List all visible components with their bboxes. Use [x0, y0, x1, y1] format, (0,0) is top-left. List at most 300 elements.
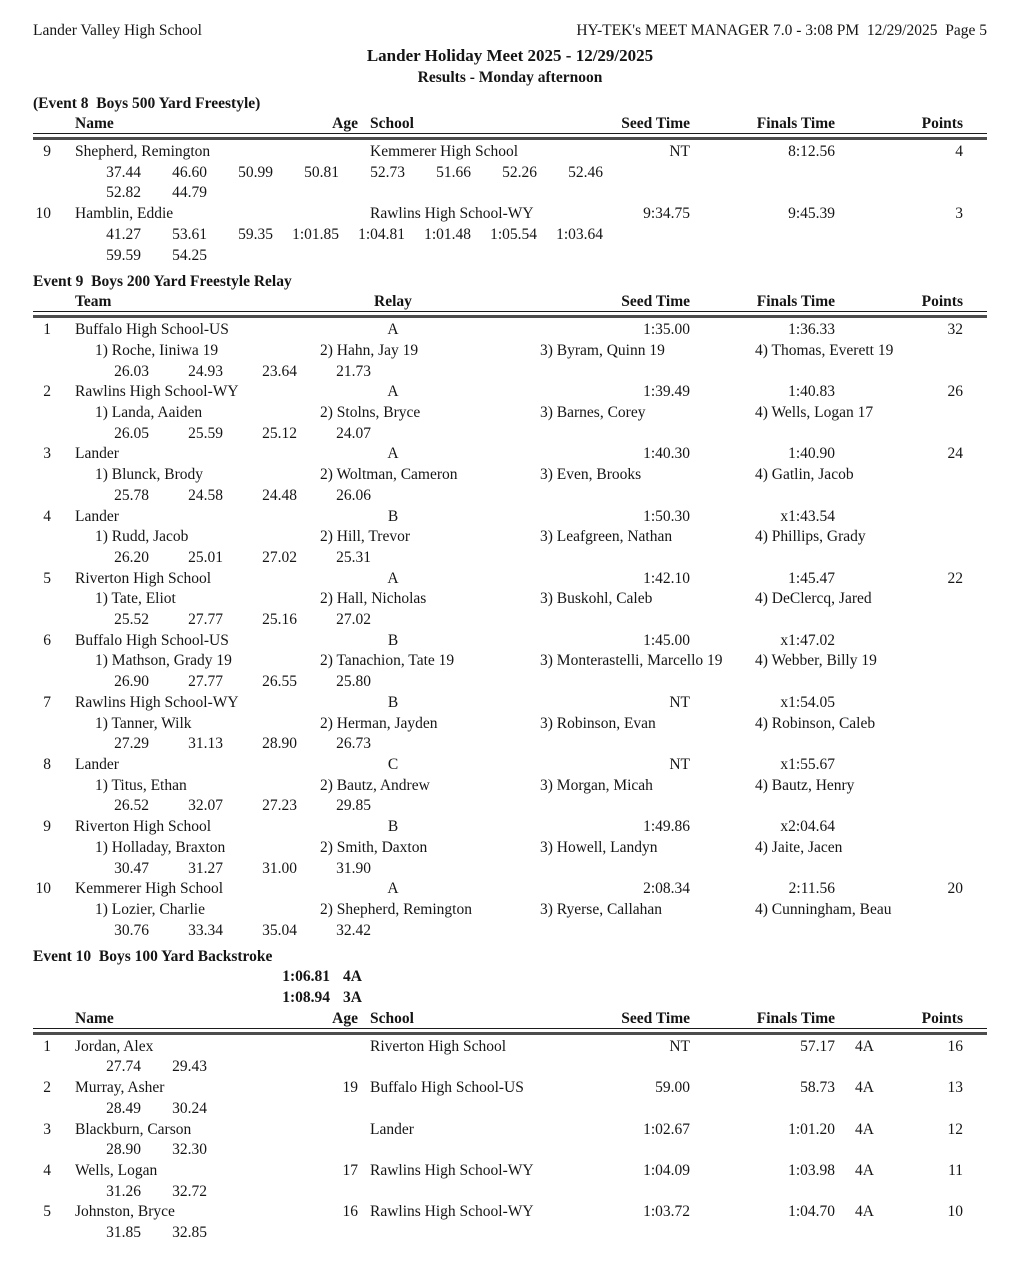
- split-time: 29.85: [336, 797, 371, 815]
- finals-time: 1:03.98: [788, 1161, 835, 1179]
- seed-time: 1:40.30: [643, 445, 690, 463]
- relay-letter: A: [387, 383, 399, 401]
- seed-time: 1:45.00: [643, 631, 690, 649]
- age-column-header: Age: [332, 115, 358, 132]
- relay-swimmer: 2) Tanachion, Tate 19: [320, 652, 455, 670]
- seed-time: 1:49.86: [643, 818, 690, 836]
- split-time: 1:05.54: [490, 225, 537, 243]
- relay-team-name: Lander: [75, 755, 119, 773]
- place: 3: [43, 1120, 51, 1138]
- event8-heading: (Event 8 Boys 500 Yard Freestyle): [33, 95, 261, 112]
- relay-swimmers-row: [33, 838, 987, 859]
- result-row: [33, 1202, 987, 1223]
- school-name: Rawlins High School-WY: [370, 1203, 534, 1221]
- place: 1: [43, 1037, 51, 1055]
- session-subtitle: Results - Monday afternoon: [417, 69, 603, 86]
- relay-result-row: [33, 693, 987, 714]
- split-time: 29.43: [172, 1058, 207, 1076]
- relay-swimmer: 4) Webber, Billy 19: [755, 652, 877, 670]
- relay-swimmer: 3) Robinson, Evan: [540, 714, 656, 732]
- relay-swimmer: 1) Roche, Iiniwa 19: [95, 341, 219, 359]
- seed-time-column-header: Seed Time: [621, 115, 690, 132]
- seed-time: 1:42.10: [643, 569, 690, 587]
- relay-team-name: Lander: [75, 445, 119, 463]
- relay-swimmers-row: [33, 651, 987, 672]
- place: 8: [43, 755, 51, 773]
- swimmer-name: Jordan, Alex: [75, 1037, 154, 1055]
- relay-swimmer: 1) Mathson, Grady 19: [95, 652, 232, 670]
- place: 9: [43, 143, 51, 160]
- relay-swimmer: 2) Hahn, Jay 19: [320, 341, 419, 359]
- relay-team-name: Kemmerer High School: [75, 880, 224, 898]
- split-time: 24.93: [188, 362, 223, 380]
- splits-row: [33, 672, 987, 693]
- relay-swimmers-row: [33, 900, 987, 921]
- name-column-header: Name: [75, 115, 114, 132]
- meet-title: Lander Holiday Meet 2025 - 12/29/2025: [366, 46, 654, 65]
- splits-row: [33, 424, 987, 445]
- split-time: 35.04: [262, 921, 297, 939]
- relay-swimmer: 2) Stolns, Bryce: [320, 404, 421, 422]
- split-time: 24.07: [336, 424, 371, 442]
- place: 4: [43, 1161, 51, 1179]
- event9-table-header: [33, 293, 987, 312]
- points-value: 24: [947, 445, 963, 463]
- swimmer-name: Wells, Logan: [75, 1161, 158, 1179]
- school-name: Riverton High School: [370, 1037, 507, 1055]
- split-time: 44.79: [172, 184, 207, 202]
- split-time: 30.24: [172, 1099, 207, 1117]
- relay-team-name: Lander: [75, 507, 119, 525]
- tag-column-spacer: [835, 115, 895, 133]
- splits-row: [33, 183, 987, 204]
- relay-swimmer: 2) Woltman, Cameron: [320, 466, 458, 484]
- split-time: 32.72: [172, 1182, 207, 1200]
- relay-swimmer: 2) Hill, Trevor: [320, 528, 410, 546]
- split-time: 25.12: [262, 424, 297, 442]
- qualifier-tag: [835, 142, 895, 163]
- seed-time: 59.00: [655, 1079, 690, 1097]
- place: 3: [43, 445, 51, 463]
- finals-time: 1:04.70: [788, 1203, 835, 1221]
- points-value: 32: [947, 321, 963, 339]
- split-time: 31.90: [336, 859, 371, 877]
- swimmer-name: Johnston, Bryce: [75, 1203, 175, 1221]
- splits-row: [33, 225, 987, 246]
- team-column-header: Team: [75, 293, 112, 311]
- relay-swimmer: 3) Even, Brooks: [540, 466, 642, 484]
- relay-swimmer: 1) Holladay, Braxton: [95, 838, 226, 856]
- split-time: 25.16: [262, 611, 297, 629]
- split-time: 31.85: [106, 1224, 141, 1242]
- page-header: [33, 20, 987, 41]
- splits-row: [33, 859, 987, 880]
- finals-time: 1:01.20: [788, 1120, 835, 1138]
- finals-time: 58.73: [800, 1079, 835, 1097]
- place: 2: [43, 383, 51, 401]
- event10-table-header: [33, 1010, 987, 1029]
- qualifier-tag: 4A: [855, 1037, 874, 1055]
- points-value: [835, 693, 963, 714]
- split-time: 27.77: [188, 673, 223, 691]
- split-time: 26.06: [336, 486, 371, 504]
- split-time: 25.31: [336, 548, 371, 566]
- result-row: [33, 1037, 987, 1058]
- relay-result-row: [33, 631, 987, 652]
- relay-swimmers-row: [33, 714, 987, 735]
- split-time: 23.64: [262, 362, 297, 380]
- relay-letter: B: [387, 818, 399, 836]
- seed-time: 9:34.75: [643, 205, 690, 223]
- relay-letter: A: [387, 445, 399, 463]
- relay-swimmer: 4) DeClercq, Jared: [755, 590, 872, 608]
- swimmer-age: 16: [342, 1203, 358, 1221]
- split-time: 1:04.81: [358, 225, 405, 243]
- event9-rows: [33, 320, 987, 941]
- qualifier-tag: 4A: [855, 1161, 874, 1179]
- finals-time: x2:04.64: [780, 818, 835, 836]
- split-time: 32.42: [336, 921, 371, 939]
- age-column-header: Age: [332, 1009, 358, 1027]
- points-value: 13: [947, 1079, 963, 1097]
- place: 6: [43, 631, 51, 649]
- finals-time: 1:45.47: [788, 569, 835, 587]
- points-value: [835, 817, 963, 838]
- split-time: 24.58: [188, 486, 223, 504]
- finals-time: x1:54.05: [780, 693, 835, 711]
- finals-time: x1:47.02: [780, 631, 835, 649]
- split-time: 21.73: [336, 362, 371, 380]
- split-time: 25.80: [336, 673, 371, 691]
- event8-rows: [33, 142, 987, 266]
- standard-time: 1:08.94: [282, 989, 330, 1007]
- relay-team-name: Riverton High School: [75, 818, 212, 836]
- split-time: 25.78: [114, 486, 149, 504]
- swimmer-name: Blackburn, Carson: [75, 1120, 192, 1138]
- split-time: 41.27: [106, 225, 141, 243]
- relay-swimmer: 3) Byram, Quinn 19: [540, 341, 665, 359]
- finals-time: 8:12.56: [788, 143, 835, 160]
- splits-row: [33, 1182, 987, 1203]
- school-name: Rawlins High School-WY: [370, 1161, 534, 1179]
- finals-time-column-header: Finals Time: [756, 115, 835, 132]
- split-time: 52.82: [106, 184, 141, 202]
- meet-manager-stamp: HY-TEK's MEET MANAGER 7.0 - 3:08 PM 12/29/2025 Page 5: [576, 22, 987, 39]
- split-time: 28.49: [106, 1099, 141, 1117]
- points-column-header: Points: [921, 1009, 963, 1027]
- place: 10: [35, 205, 51, 223]
- seed-time-column-header: Seed Time: [621, 293, 690, 311]
- relay-swimmer: 2) Shepherd, Remington: [320, 900, 472, 918]
- points-value: 12: [947, 1120, 963, 1138]
- event9-heading: Event 9 Boys 200 Yard Freestyle Relay: [33, 273, 292, 291]
- event8-table-header: [33, 115, 987, 134]
- header-rule: [33, 315, 987, 318]
- splits-row: [33, 921, 987, 942]
- result-row: [33, 142, 987, 163]
- split-time: 26.55: [262, 673, 297, 691]
- qualifier-tag: 4A: [855, 1203, 874, 1221]
- place-column-spacer: [33, 293, 75, 311]
- header-rule: [33, 1032, 987, 1035]
- split-time: 32.07: [188, 797, 223, 815]
- split-time: 37.44: [106, 163, 141, 181]
- split-time: 1:01.85: [292, 225, 339, 243]
- relay-swimmer: 1) Rudd, Jacob: [95, 528, 189, 546]
- split-time: 27.77: [188, 611, 223, 629]
- relay-swimmers-row: [33, 403, 987, 424]
- relay-swimmers-row: [33, 776, 987, 797]
- swimmer-age: [315, 1120, 358, 1141]
- finals-time-column-header: Finals Time: [756, 293, 835, 311]
- splits-row: [33, 246, 987, 267]
- points-column-header: Points: [921, 293, 963, 311]
- qualifying-standard-line: [33, 988, 987, 1009]
- finals-time: 57.17: [800, 1037, 835, 1055]
- finals-time: 1:40.83: [788, 383, 835, 401]
- relay-swimmer: 4) Jaite, Jacen: [755, 838, 843, 856]
- relay-result-row: [33, 879, 987, 900]
- split-time: 27.74: [106, 1058, 141, 1076]
- relay-result-row: [33, 320, 987, 341]
- relay-swimmer: 1) Titus, Ethan: [95, 776, 187, 794]
- relay-swimmer: 2) Herman, Jayden: [320, 714, 438, 732]
- points-value: 22: [947, 569, 963, 587]
- seed-time: 1:35.00: [643, 321, 690, 339]
- seed-time: 2:08.34: [643, 880, 690, 898]
- split-time: 31.00: [262, 859, 297, 877]
- split-time: 26.20: [114, 548, 149, 566]
- points-value: [835, 755, 963, 776]
- header-rule: [33, 137, 987, 140]
- relay-letter: A: [387, 880, 399, 898]
- split-time: 27.23: [262, 797, 297, 815]
- split-time: 26.90: [114, 673, 149, 691]
- standard-tag: 4A: [343, 968, 362, 986]
- seed-time-column-header: Seed Time: [621, 1009, 690, 1027]
- split-time: 31.13: [188, 735, 223, 753]
- relay-swimmer: 4) Gatlin, Jacob: [755, 466, 854, 484]
- relay-swimmers-row: [33, 465, 987, 486]
- split-time: 25.01: [188, 548, 223, 566]
- swimmer-name: Shepherd, Remington: [75, 143, 211, 160]
- relay-swimmer: 1) Blunck, Brody: [95, 466, 204, 484]
- points-value: 4: [955, 143, 963, 160]
- event10-rows: [33, 1037, 987, 1244]
- seed-time: 1:39.49: [643, 383, 690, 401]
- splits-row: [33, 1223, 987, 1244]
- split-time: 28.90: [106, 1141, 141, 1159]
- relay-swimmer: 3) Howell, Landyn: [540, 838, 658, 856]
- split-time: 54.25: [172, 246, 207, 264]
- tag-column-spacer: [835, 1010, 895, 1028]
- finals-time: 2:11.56: [788, 880, 835, 898]
- split-time: 31.26: [106, 1182, 141, 1200]
- splits-row: [33, 1140, 987, 1161]
- seed-time: 1:50.30: [643, 507, 690, 525]
- school-name: Rawlins High School-WY: [370, 205, 534, 223]
- result-row: [33, 1161, 987, 1182]
- event10-section: [33, 947, 987, 1243]
- split-time: 27.02: [336, 611, 371, 629]
- swimmer-age: 17: [342, 1161, 358, 1179]
- relay-result-row: [33, 755, 987, 776]
- split-time: 53.61: [172, 225, 207, 243]
- relay-letter: C: [387, 755, 399, 773]
- relay-result-row: [33, 382, 987, 403]
- seed-time: NT: [669, 1037, 690, 1055]
- splits-row: [33, 163, 987, 184]
- relay-swimmers-row: [33, 589, 987, 610]
- split-time: 32.85: [172, 1224, 207, 1242]
- split-time: 28.90: [262, 735, 297, 753]
- relay-swimmer: 3) Monterastelli, Marcello 19: [540, 652, 723, 670]
- qualifier-tag: 4A: [855, 1079, 874, 1097]
- place: 5: [43, 1203, 51, 1221]
- relay-team-name: Buffalo High School-US: [75, 631, 229, 649]
- seed-time: NT: [669, 755, 690, 773]
- split-time: 27.29: [114, 735, 149, 753]
- swimmer-name: Murray, Asher: [75, 1079, 165, 1097]
- relay-swimmer: 3) Leafgreen, Nathan: [540, 528, 673, 546]
- split-time: 25.59: [188, 424, 223, 442]
- relay-swimmer: 4) Phillips, Grady: [755, 528, 866, 546]
- place: 5: [43, 569, 51, 587]
- splits-row: [33, 1057, 987, 1078]
- qualifier-tag: 4A: [855, 1120, 874, 1138]
- relay-swimmer: 1) Tate, Eliot: [95, 590, 176, 608]
- place-column-spacer: [33, 115, 75, 133]
- split-time: 26.03: [114, 362, 149, 380]
- qualifier-tag: [835, 204, 895, 225]
- relay-letter: B: [387, 693, 399, 711]
- seed-time: NT: [669, 693, 690, 711]
- points-value: 3: [955, 205, 963, 223]
- split-time: 52.73: [370, 163, 405, 181]
- split-time: 26.73: [336, 735, 371, 753]
- relay-swimmers-row: [33, 527, 987, 548]
- swimmer-age: 19: [342, 1079, 358, 1097]
- school-column-header: School: [370, 115, 414, 132]
- points-value: 10: [947, 1203, 963, 1221]
- result-row: [33, 204, 987, 225]
- school-name: Buffalo High School-US: [370, 1079, 524, 1097]
- event8-section: [33, 94, 987, 266]
- split-time: 24.48: [262, 486, 297, 504]
- splits-row: [33, 796, 987, 817]
- splits-row: [33, 548, 987, 569]
- relay-swimmer: 4) Wells, Logan 17: [755, 404, 874, 422]
- relay-column-header: Relay: [374, 293, 412, 311]
- relay-swimmer: 1) Landa, Aaiden: [95, 404, 203, 422]
- place: 10: [35, 880, 51, 898]
- split-time: 46.60: [172, 163, 207, 181]
- split-time: 52.46: [568, 163, 603, 181]
- split-time: 30.76: [114, 921, 149, 939]
- event10-heading: Event 10 Boys 100 Yard Backstroke: [33, 948, 273, 966]
- split-time: 30.47: [114, 859, 149, 877]
- points-value: 26: [947, 383, 963, 401]
- school-column-header: School: [370, 1009, 414, 1027]
- seed-time: 1:04.09: [643, 1161, 690, 1179]
- seed-time: NT: [669, 143, 690, 160]
- swimmer-age: [315, 142, 358, 163]
- relay-team-name: Buffalo High School-US: [75, 321, 229, 339]
- qualifying-standard-line: [33, 967, 987, 988]
- split-time: 50.99: [238, 163, 273, 181]
- relay-letter: B: [387, 631, 399, 649]
- place-column-spacer: [33, 1010, 75, 1028]
- relay-swimmer: 4) Bautz, Henry: [755, 776, 855, 794]
- seed-time: 1:03.72: [643, 1203, 690, 1221]
- school-name: Lander: [370, 1120, 414, 1138]
- relay-swimmer: 3) Ryerse, Callahan: [540, 900, 663, 918]
- split-time: 52.26: [502, 163, 537, 181]
- split-time: 25.52: [114, 611, 149, 629]
- relay-swimmer: 3) Buskohl, Caleb: [540, 590, 653, 608]
- place: 2: [43, 1079, 51, 1097]
- relay-letter: A: [387, 321, 399, 339]
- relay-swimmers-row: [33, 341, 987, 362]
- relay-swimmer: 2) Hall, Nicholas: [320, 590, 427, 608]
- split-time: 33.34: [188, 921, 223, 939]
- split-time: 27.02: [262, 548, 297, 566]
- finals-time: 1:36.33: [788, 321, 835, 339]
- relay-swimmer: 4) Cunningham, Beau: [755, 900, 892, 918]
- splits-row: [33, 1099, 987, 1120]
- relay-team-name: Riverton High School: [75, 569, 212, 587]
- result-row: [33, 1078, 987, 1099]
- split-time: 59.59: [106, 246, 141, 264]
- place: 1: [43, 321, 51, 339]
- relay-result-row: [33, 444, 987, 465]
- split-time: 32.30: [172, 1141, 207, 1159]
- relay-letter: B: [387, 507, 399, 525]
- split-time: 26.05: [114, 424, 149, 442]
- splits-row: [33, 734, 987, 755]
- finals-time: 1:40.90: [788, 445, 835, 463]
- standard-time: 1:06.81: [282, 968, 330, 986]
- swimmer-age: [315, 204, 358, 225]
- swimmer-age: [315, 1037, 358, 1058]
- split-time: 1:03.64: [556, 225, 603, 243]
- relay-swimmer: 2) Bautz, Andrew: [320, 776, 430, 794]
- split-time: 50.81: [304, 163, 339, 181]
- split-time: 1:01.48: [424, 225, 471, 243]
- place: 4: [43, 507, 51, 525]
- points-value: [835, 631, 963, 652]
- relay-swimmer: 3) Morgan, Micah: [540, 776, 653, 794]
- finals-time: x1:43.54: [780, 507, 835, 525]
- relay-result-row: [33, 569, 987, 590]
- splits-row: [33, 610, 987, 631]
- place: 7: [43, 693, 51, 711]
- finals-time: 9:45.39: [788, 205, 835, 223]
- relay-result-row: [33, 817, 987, 838]
- points-value: 16: [947, 1037, 963, 1055]
- points-column-header: Points: [921, 115, 963, 132]
- relay-letter: A: [387, 569, 399, 587]
- relay-swimmer: 4) Thomas, Everett 19: [755, 341, 894, 359]
- relay-result-row: [33, 507, 987, 528]
- relay-swimmer: 1) Lozier, Charlie: [95, 900, 205, 918]
- split-time: 31.27: [188, 859, 223, 877]
- relay-team-name: Rawlins High School-WY: [75, 693, 239, 711]
- splits-row: [33, 486, 987, 507]
- relay-swimmer: 4) Robinson, Caleb: [755, 714, 876, 732]
- points-value: [835, 507, 963, 528]
- relay-swimmer: 1) Tanner, Wilk: [95, 714, 192, 732]
